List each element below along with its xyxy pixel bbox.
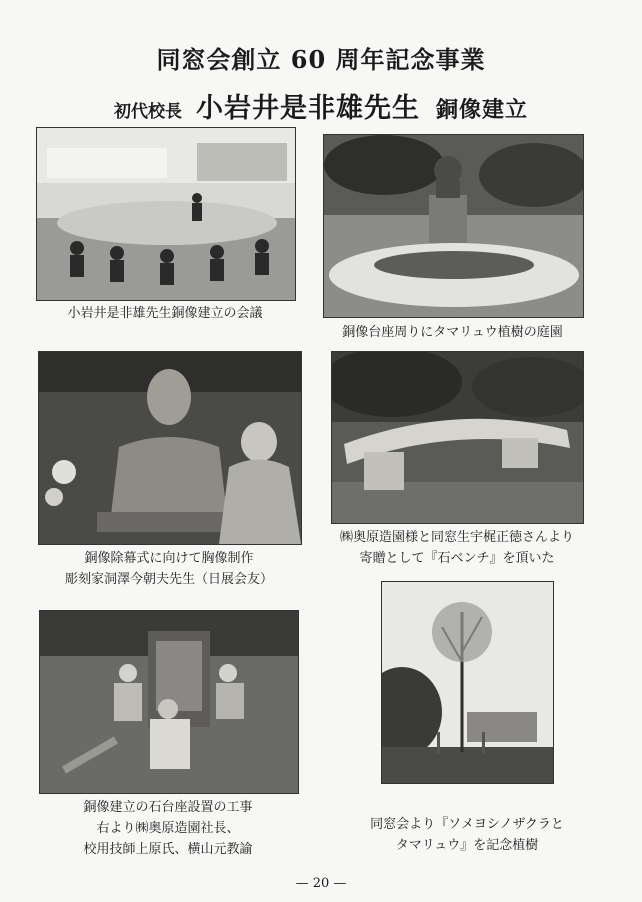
caption-construction [39,797,297,860]
caption-sculptor [38,548,300,590]
photo-bench [331,351,584,524]
caption-line: 彫刻家洞澤今朝夫先生（日展会友） [64,572,273,587]
page-subtitle [0,86,642,125]
caption-bench [322,527,592,569]
caption-meeting [36,303,294,324]
caption-line: 銅像除幕式に向けて胸像制作 [84,551,254,566]
caption-line: 右より㈱奥原造園社長、 [96,821,240,836]
photo-construction [39,610,299,794]
photo-meeting [36,127,296,301]
caption-line: ㈱奥原造園様と同窓生宇梶正徳さんより [339,530,574,545]
caption-line: 同窓会より『ソメヨシノザクラと [370,817,564,832]
photo-garden [323,134,584,318]
caption-line: 銅像台座周りにタマリュウ植樹の庭園 [342,325,563,340]
page-number: — 20 — [295,876,347,891]
subtitle-suffix: 銅像建立 [435,97,528,123]
photo-tree [381,581,554,784]
caption-tree [352,814,582,856]
caption-line: 寄贈として『石ベンチ』を頂いた [359,551,555,566]
caption-line: 銅像建立の石台座設置の工事 [83,800,253,815]
photo-sculptor [38,351,302,545]
caption-line: 小岩井是非雄先生銅像建立の会議 [67,306,263,321]
caption-line: タマリュウ』を記念植樹 [395,838,539,853]
subtitle-name: 小岩井是非雄先生 [195,93,420,124]
caption-line: 校用技師上原氏、横山元教諭 [83,842,253,857]
caption-garden [323,322,582,343]
subtitle-prefix: 初代校長 [113,102,182,122]
page-title: 同窓会創立 60 周年記念事業 [156,45,486,74]
